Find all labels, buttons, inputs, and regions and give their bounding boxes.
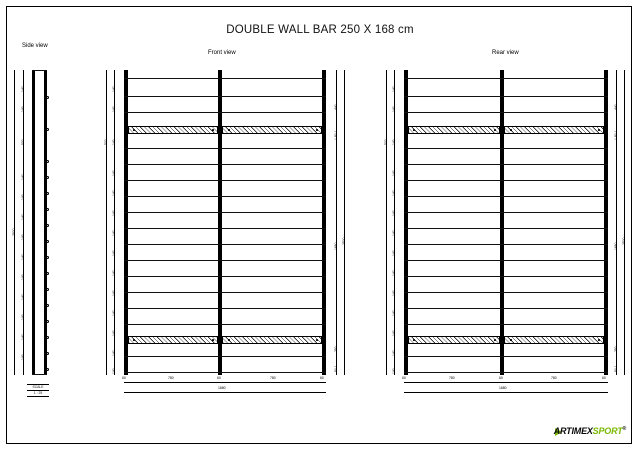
front-dim-left: 140 <box>112 86 116 92</box>
front-rung <box>124 96 326 97</box>
rear-dim-left: 140 <box>392 270 396 276</box>
side-dim-seg: 140 <box>21 194 25 200</box>
rear-hatched-beam-top-left <box>408 126 500 134</box>
front-anchor-marker <box>316 339 318 341</box>
front-dim-left: 140 <box>112 170 116 176</box>
side-top-cap <box>32 70 47 71</box>
rear-dim-left: 140 <box>392 330 396 336</box>
rear-anchor-marker <box>494 339 496 341</box>
front-post-3 <box>322 70 326 375</box>
rear-dim-line-outer <box>386 70 387 375</box>
rear-anchor-marker <box>494 129 496 131</box>
front-rung <box>124 212 326 213</box>
rear-rung <box>404 372 608 373</box>
side-rung-marker <box>46 352 49 355</box>
side-rung-marker <box>46 240 49 243</box>
front-dim-left: 140 <box>112 190 116 196</box>
side-rung-marker <box>46 176 49 179</box>
front-anchor-marker <box>133 339 135 341</box>
front-dim-line-right-outer <box>344 70 345 375</box>
front-rung <box>124 78 326 79</box>
front-dim-right-bottom: 250 <box>334 346 338 352</box>
side-post-left <box>32 70 35 375</box>
rear-rung <box>404 308 608 309</box>
front-rung <box>124 228 326 229</box>
scale-box-bottom <box>27 396 49 397</box>
rear-dim-left: 140 <box>392 368 396 374</box>
rear-anchor-marker <box>510 339 512 341</box>
side-rung-marker <box>46 272 49 275</box>
side-rung-marker <box>46 304 49 307</box>
front-anchor-marker <box>212 339 214 341</box>
front-dim-left: 140 <box>112 350 116 356</box>
view-label-rear: Rear view <box>492 50 519 56</box>
rear-anchor-marker <box>413 339 415 341</box>
brand-name-secondary: SPORT <box>592 426 623 436</box>
front-dim-left: 140 <box>112 310 116 316</box>
front-overall-width-dim: 1680 <box>218 386 226 390</box>
side-post-right <box>44 70 47 375</box>
side-rung-marker <box>46 320 49 323</box>
side-dim-line <box>23 70 24 375</box>
front-rung <box>124 260 326 261</box>
rear-dim-left: 140 <box>392 170 396 176</box>
front-rung <box>124 196 326 197</box>
rear-rung <box>404 292 608 293</box>
front-rung <box>124 356 326 357</box>
scale-label: SCALE <box>32 385 44 389</box>
drawing-title: DOUBLE WALL BAR 250 X 168 cm <box>226 24 414 36</box>
front-rung <box>124 276 326 277</box>
front-overall-dim-line <box>124 392 326 393</box>
rear-anchor-marker <box>598 129 600 131</box>
view-label-front: Front view <box>208 50 236 56</box>
front-rung <box>124 180 326 181</box>
side-rung-marker <box>46 128 49 131</box>
rear-dim-left: 140 <box>392 290 396 296</box>
rear-post-1 <box>404 70 408 375</box>
rear-rung <box>404 212 608 213</box>
side-dim-seg: 140 <box>21 354 25 360</box>
front-bottom-dim: 780 <box>270 376 276 380</box>
front-anchor-marker <box>228 129 230 131</box>
rear-bottom-dim: 780 <box>551 376 557 380</box>
rear-rung <box>404 228 608 229</box>
front-bottom-dim: 60 <box>320 376 324 380</box>
rear-rung <box>404 196 608 197</box>
front-dim-left: 140 <box>112 330 116 336</box>
front-bottom-dim-line <box>124 382 326 383</box>
rear-dim-left: 140 <box>392 210 396 216</box>
brand-logo <box>554 426 626 436</box>
rear-rung <box>404 244 608 245</box>
rear-dim-left: 140 <box>392 106 396 112</box>
rear-dim-right-top: 440 <box>614 104 618 110</box>
front-anchor-marker <box>133 129 135 131</box>
front-hatched-beam-top-right <box>222 126 322 134</box>
front-post-2 <box>218 70 222 375</box>
side-dim-seg: 140 <box>21 106 25 112</box>
rear-rung <box>404 356 608 357</box>
side-dim-seg: 140 <box>21 174 25 180</box>
front-dim-right-mid: 1 80 1 <box>334 130 338 140</box>
side-rung-marker <box>46 368 49 371</box>
view-label-side: Side view <box>22 43 48 49</box>
rear-dim-right-bottom2: 80 1 <box>614 365 618 372</box>
front-hatched-beam-bottom-right <box>222 336 322 344</box>
front-bottom-dim: 780 <box>168 376 174 380</box>
front-anchor-marker <box>316 129 318 131</box>
side-rung-marker <box>46 256 49 259</box>
front-rung <box>124 324 326 325</box>
rear-hatched-beam-top-right <box>504 126 604 134</box>
rear-rung <box>404 180 608 181</box>
rear-anchor-marker <box>598 339 600 341</box>
rear-dim-left: 140 <box>392 190 396 196</box>
front-dim-left: 140 <box>112 230 116 236</box>
rear-dim-left-long: 520 <box>384 139 388 145</box>
rear-post-2 <box>500 70 504 375</box>
side-dim-seg: 140 <box>21 86 25 92</box>
rear-dim-right-mid: 1 80 1 <box>614 130 618 140</box>
rear-overall-dim-line <box>404 392 608 393</box>
front-dim-left: 140 <box>112 270 116 276</box>
side-rung-marker <box>46 208 49 211</box>
front-dim-left-long: 520 <box>104 139 108 145</box>
front-rung <box>124 372 326 373</box>
rear-bottom-dim: 60 <box>499 376 503 380</box>
side-dim-seg: 140 <box>21 234 25 240</box>
side-rung-marker <box>46 192 49 195</box>
scale-value: 1 : 25 <box>33 391 43 395</box>
front-dim-left: 140 <box>112 210 116 216</box>
rear-dim-left: 140 <box>392 250 396 256</box>
rear-dim-line-right-outer <box>624 70 625 375</box>
rear-anchor-marker <box>413 129 415 131</box>
rear-overall-width-dim: 1680 <box>499 386 507 390</box>
rear-bottom-dim: 780 <box>449 376 455 380</box>
rear-post-3 <box>604 70 608 375</box>
side-dim-seg: 140 <box>21 254 25 260</box>
front-rung <box>124 164 326 165</box>
front-rung <box>124 112 326 113</box>
front-rung <box>124 292 326 293</box>
front-bottom-dim: 60 <box>122 376 126 380</box>
front-hatched-beam-bottom-left <box>128 336 218 344</box>
side-rung-marker <box>46 288 49 291</box>
brand-registered-mark: ® <box>622 426 626 432</box>
rear-dim-right-total: 2500 <box>622 237 626 245</box>
rear-anchor-marker <box>510 129 512 131</box>
rear-rung <box>404 78 608 79</box>
front-rung <box>124 244 326 245</box>
front-dim-line-right-inner <box>336 70 337 375</box>
side-dim-seg: 140 <box>21 274 25 280</box>
rear-rung <box>404 324 608 325</box>
front-dim-right-bottom2: 80 1 <box>334 365 338 372</box>
side-dim-seg: 140 <box>21 334 25 340</box>
front-rung <box>124 148 326 149</box>
front-anchor-marker <box>228 339 230 341</box>
rear-rung <box>404 276 608 277</box>
front-dim-left: 140 <box>112 106 116 112</box>
front-dim-left: 140 <box>112 368 116 374</box>
side-dim-long: 520 <box>21 139 25 145</box>
rear-dim-line-right-inner <box>616 70 617 375</box>
rear-hatched-beam-bottom-right <box>504 336 604 344</box>
front-dim-line-outer <box>106 70 107 375</box>
side-dim-overall: 2500 <box>12 228 16 236</box>
side-bottom-cap <box>32 374 47 375</box>
rear-hatched-beam-bottom-left <box>408 336 500 344</box>
rear-bottom-dim: 60 <box>602 376 606 380</box>
rear-rung <box>404 96 608 97</box>
brand-name-primary: ARTIMEX <box>553 426 593 436</box>
front-dim-left: 140 <box>112 250 116 256</box>
rear-rung <box>404 164 608 165</box>
rear-dim-left: 140 <box>392 139 396 145</box>
front-dim-right-total: 2500 <box>342 237 346 245</box>
front-dim-left: 140 <box>112 290 116 296</box>
rear-bottom-dim: 60 <box>402 376 406 380</box>
rear-dim-right-inner: 1660 <box>614 242 618 250</box>
rear-rung <box>404 112 608 113</box>
front-hatched-beam-top-left <box>128 126 218 134</box>
front-post-1 <box>124 70 128 375</box>
front-dim-right-inner: 1660 <box>334 242 338 250</box>
front-dim-left: 140 <box>112 139 116 145</box>
rear-rung <box>404 260 608 261</box>
side-rung-marker <box>46 224 49 227</box>
rear-dim-left: 140 <box>392 350 396 356</box>
side-rung-marker <box>46 336 49 339</box>
front-anchor-marker <box>212 129 214 131</box>
front-bottom-dim: 60 <box>217 376 221 380</box>
rear-bottom-dim-line <box>404 382 608 383</box>
side-rung-marker <box>46 96 49 99</box>
rear-dim-left: 140 <box>392 86 396 92</box>
rear-dim-right-bottom: 250 <box>614 346 618 352</box>
rear-dim-left: 140 <box>392 230 396 236</box>
side-rung-marker <box>46 160 49 163</box>
side-dim-seg: 140 <box>21 294 25 300</box>
side-dim-line-outer <box>14 70 15 375</box>
rear-dim-left: 140 <box>392 310 396 316</box>
sheet-border <box>6 6 632 444</box>
side-dim-seg: 140 <box>21 314 25 320</box>
front-rung <box>124 308 326 309</box>
rear-rung <box>404 148 608 149</box>
side-dim-seg: 140 <box>21 214 25 220</box>
front-dim-right-top: 440 <box>334 104 338 110</box>
